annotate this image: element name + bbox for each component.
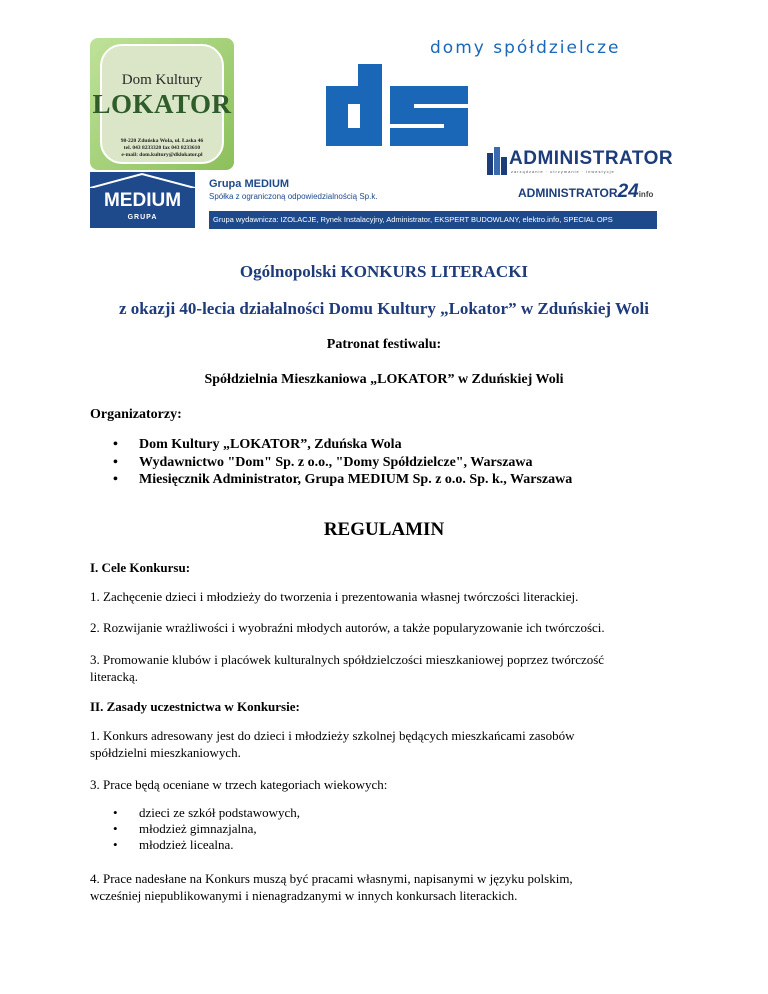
medium-group-title: Grupa MEDIUM [209,178,290,190]
administrator-logo-text: ADMINISTRATOR [509,148,674,169]
lokator-logo-small: Dom Kultury [121,72,203,88]
lokator-address-line: 98-220 Zduńska Wola, ul. Łaska 46 [120,138,204,144]
ds-logo [318,38,658,148]
administrator24-suffix: info [638,190,654,199]
lokator-logo-panel [92,44,232,164]
organizers-label: Organizatorzy: [90,407,182,422]
section2-heading: II. Zasady uczestnictwa w Konkursie: [90,699,300,714]
administrator24-name: ADMINISTRATOR [518,186,618,200]
lokator-address-line: tel. 043 8233320 fax 043 8233610 [123,145,201,151]
section2-paragraph: 1. Konkurs adresowany jest do dzieci i młodzieży szkolnej będących mieszkańcami zasobów [90,728,575,743]
lokator-logo-address [102,138,222,159]
age-category-item: • młodzież gimnazjalna, [113,821,300,837]
administrator-logo-sub: zarządzanie · utrzymanie · inwestycje [511,169,615,174]
section2-paragraph-cont: wcześniej niepublikowanymi i nienagradzanymi w innych konkursach literackich. [90,888,518,903]
medium-logo-sub: GRUPA [127,214,158,221]
medium-roof-icon [90,172,195,188]
publishing-group-bar: Grupa wydawnicza: IZOLACJE, Rynek Instalacyjny, Administrator, EKSPERT BUDOWLANY, elektro.info, SPECIAL OPS [209,211,657,229]
medium-logo [90,172,195,228]
contest-title: Ogólnopolski KONKURS LITERACKI [239,262,529,281]
administrator24-logo [518,181,653,203]
organizer-item: • Miesięcznik Administrator, Grupa MEDIUM Sp. z o.o. Sp. k., Warszawa [113,471,572,489]
medium-logo-text: MEDIUM [103,190,182,211]
lokator-logo-big: LOKATOR [92,89,232,119]
age-category-list [113,805,300,853]
medium-group-caption [209,178,378,201]
administrator24-num: 24 [617,181,639,202]
organizer-item: • Wydawnictwo "Dom" Sp. z o.o., "Domy Spółdzielcze", Warszawa [113,454,572,472]
organizer-item: • Dom Kultury „LOKATOR”, Zduńska Wola [113,436,572,454]
lokator-address-line: e-mail: dom.kultury@dklokator.pl [121,152,203,158]
building-icon [487,145,507,175]
section1-heading: I. Cele Konkursu: [90,560,191,575]
section1-paragraph: 3. Promowanie klubów i placówek kulturalnych spółdzielczości mieszkaniowej poprzez twórczość [90,652,605,667]
lokator-logo [90,38,234,170]
section2-paragraph: 3. Prace będą oceniane w trzech kategoriach wiekowych: [90,777,388,792]
regulamin-heading: REGULAMIN [323,519,445,540]
section1-paragraph-cont: literacką. [90,669,138,684]
medium-group-subtitle: Spółka z ograniczoną odpowiedzialnością Sp.k. [209,192,378,201]
patronat-label: Patronat festiwalu: [326,337,442,352]
section2-paragraph-cont: spółdzielni mieszkaniowych. [90,745,241,760]
contest-subtitle: z okazji 40-lecia działalności Domu Kultury „Lokator” w Zduńskiej Woli [118,299,650,318]
section1-paragraph: 1. Zachęcenie dzieci i młodzieży do tworzenia i prezentowania własnej twórczości literackiej. [90,589,579,604]
ds-logo-mark [318,64,488,146]
age-category-item: • dzieci ze szkół podstawowych, [113,805,300,821]
age-category-item: • młodzież licealna. [113,837,300,853]
section2-paragraph: 4. Prace nadesłane na Konkurs muszą być pracami własnymi, napisanymi w języku polskim, [90,871,573,886]
ds-logo-tagline: domy spółdzielcze [430,38,621,58]
organizers-list [113,436,572,489]
patronat-value: Spółdzielnia Mieszkaniowa „LOKATOR” w Zduńskiej Woli [204,372,564,387]
section1-paragraph: 2. Rozwijanie wrażliwości i wyobraźni młodych autorów, a także popularyzowanie ich twórczości. [90,620,605,635]
administrator-logo [487,145,674,177]
